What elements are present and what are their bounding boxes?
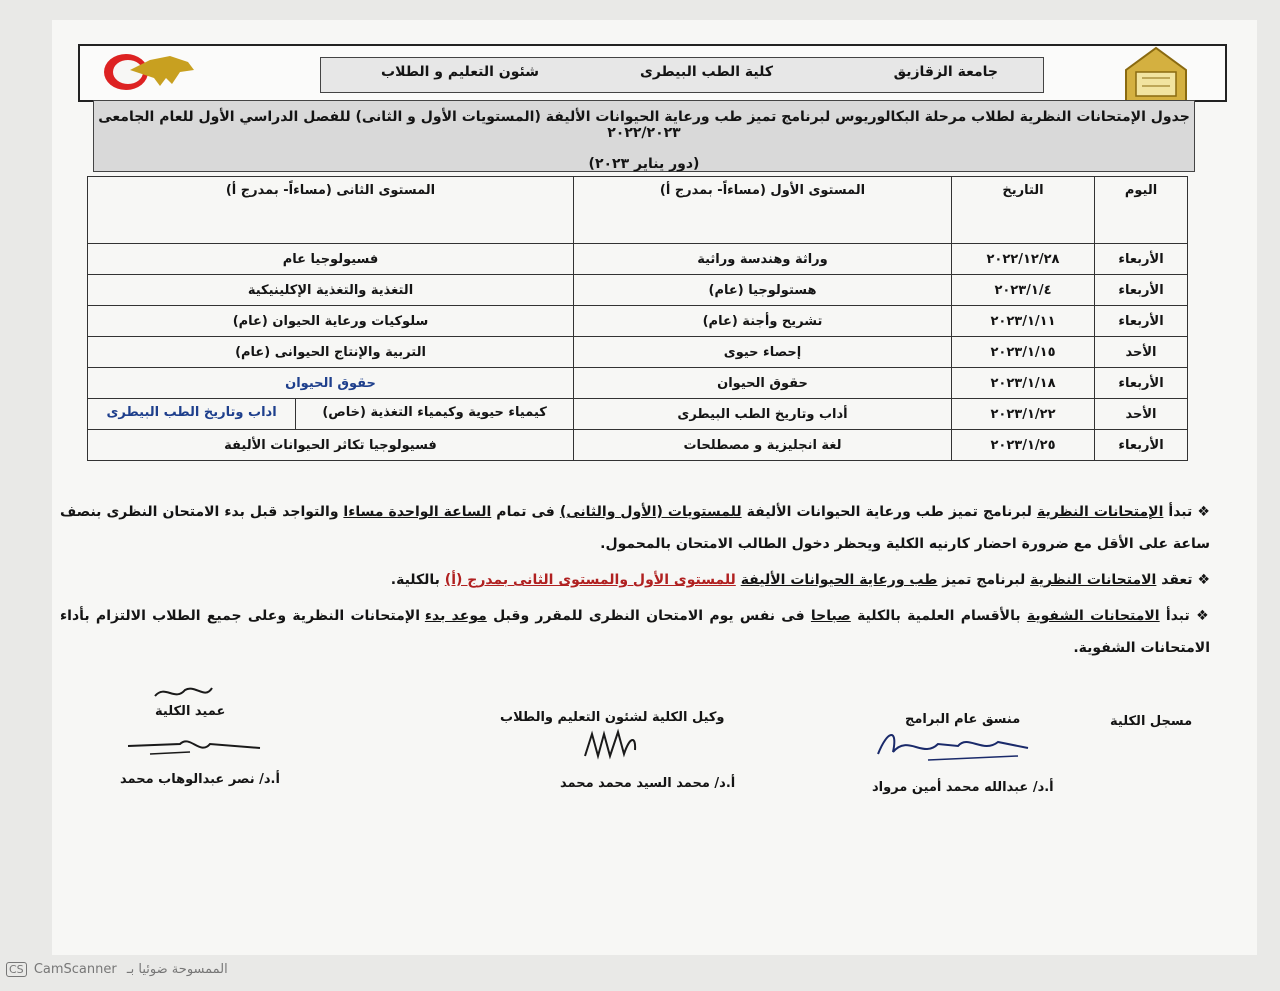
coordinator-signature — [868, 724, 1038, 770]
dean-title: عميد الكلية — [155, 704, 226, 719]
note-text: بالأقسام العلمية بالكلية — [850, 608, 1027, 624]
table-row — [88, 275, 1188, 306]
note-highlight-red: للمستوى الأول والمستوى الثانى بمدرج (أ) — [444, 572, 736, 588]
vice-dean-signature — [580, 726, 640, 766]
registrar-title: مسجل الكلية — [1110, 714, 1193, 729]
header-bar — [78, 44, 1227, 102]
note-highlight: صباحا — [810, 608, 851, 624]
note-highlight: طب ورعاية الحيوانات الأليفة — [740, 572, 938, 588]
header-level1: المستوى الأول (مساءاً- بمدرج أ) — [574, 177, 952, 244]
cell-level2: التربية والإنتاج الحيوانى (عام) — [88, 337, 574, 368]
table-row — [88, 368, 1188, 399]
cell-level1: حقوق الحيوان — [574, 368, 952, 399]
cell-day: الأربعاء — [1095, 368, 1188, 399]
note-3 — [60, 600, 1210, 664]
cell-level2: فسيولوجيا عام — [88, 244, 574, 275]
cell-level2: فسيولوجيا تكاثر الحيوانات الأليفة — [88, 430, 574, 461]
faculty-logo — [100, 48, 198, 94]
cell-level2a: كيمياء حيوية وكيمياء التغذية (خاص) — [295, 399, 573, 429]
faculty-name: كلية الطب البيطرى — [640, 64, 773, 80]
cell-level1: أداب وتاريخ الطب البيطرى — [574, 399, 952, 430]
note-bullet: ❖ — [1197, 572, 1210, 588]
note-bullet: ❖ — [1196, 608, 1211, 624]
cell-day: الأحد — [1095, 337, 1188, 368]
university-logo — [1118, 42, 1194, 108]
note-highlight: الساعة الواحدة مساءا — [343, 504, 492, 520]
university-name: جامعة الزقازيق — [893, 64, 998, 80]
document-subtitle: (دور يناير ٢٠٢٣) — [588, 156, 700, 172]
header-date: التاريخ — [952, 177, 1095, 244]
camscanner-watermark — [6, 962, 228, 977]
title-box — [93, 100, 1195, 172]
header-day: اليوم — [1095, 177, 1188, 244]
note-text: بالكلية. — [390, 572, 445, 588]
table-header-row — [88, 177, 1188, 244]
cell-level1: إحصاء حيوى — [574, 337, 952, 368]
cell-level2: حقوق الحيوان — [88, 368, 574, 399]
cell-date: ٢٠٢٣/١/١١ — [952, 306, 1095, 337]
cell-day: الأربعاء — [1095, 275, 1188, 306]
cell-day: الأربعاء — [1095, 430, 1188, 461]
split-container — [88, 399, 573, 429]
cell-date: ٢٠٢٢/١٢/٢٨ — [952, 244, 1095, 275]
camscanner-text: CamScanner — [33, 962, 117, 977]
note-highlight: للمستويات (الأول والثانى) — [559, 504, 742, 520]
note-text: فى نفس يوم الامتحان النظرى للمقرر وقبل — [486, 608, 811, 624]
note-2 — [60, 564, 1210, 596]
cell-day: الأربعاء — [1095, 244, 1188, 275]
dean-initial-mark — [150, 682, 220, 704]
coordinator-name: أ.د/ عبدالله محمد أمين مرواد — [872, 780, 1054, 795]
cell-date: ٢٠٢٣/١/٤ — [952, 275, 1095, 306]
exam-schedule-table — [87, 176, 1188, 461]
table-row — [88, 244, 1188, 275]
note-highlight: موعد بدء — [424, 608, 487, 624]
cell-date: ٢٠٢٣/١/١٨ — [952, 368, 1095, 399]
table-row — [88, 399, 1188, 430]
cell-level2b: اداب وتاريخ الطب البيطرى — [106, 405, 277, 420]
note-text: تبدأ — [1163, 504, 1193, 520]
note-text: تبدأ — [1159, 608, 1190, 624]
note-highlight: الامتحانات النظرية — [1030, 572, 1157, 588]
header-level2: المستوى الثانى (مساءاً- بمدرج أ) — [88, 177, 574, 244]
dean-signature — [120, 730, 270, 760]
table-row — [88, 306, 1188, 337]
cell-level1: لغة انجليزية و مصطلحات — [574, 430, 952, 461]
cell-date: ٢٠٢٣/١/٢٥ — [952, 430, 1095, 461]
cell-level2-split — [88, 399, 574, 430]
cell-level1: هستولوجيا (عام) — [574, 275, 952, 306]
camscanner-arabic: الممسوحة ضوئيا بـ — [126, 962, 228, 977]
table-row — [88, 430, 1188, 461]
note-text: الإمتحانات النظرية وعلى جميع الطلاب الالتزام بأداء الامتحانات الشفوية. — [60, 608, 1210, 656]
note-text: تعقد — [1156, 572, 1193, 588]
cell-day: الأربعاء — [1095, 306, 1188, 337]
cell-level2: التغذية والتغذية الإكلينيكية — [88, 275, 574, 306]
vice-dean-title: وكيل الكلية لشئون التعليم والطلاب — [500, 710, 725, 725]
coordinator-title: منسق عام البرامج — [905, 712, 1021, 727]
note-text: لبرنامج تميز طب ورعاية الحيوانات الأليفة — [741, 504, 1037, 520]
cell-level1: وراثة وهندسة وراثية — [574, 244, 952, 275]
department-name: شئون التعليم و الطلاب — [381, 64, 540, 80]
cell-level2: سلوكيات ورعاية الحيوان (عام) — [88, 306, 574, 337]
note-text: والتواجد قبل بدء الامتحان النظرى بنصف ساعة على الأقل مع ضرورة احضار كارنيه الكلية ويحظر دخول الطالب الامتحان بالمحمول. — [60, 504, 1210, 552]
notes-section — [60, 496, 1210, 668]
note-text: لبرنامج تميز — [937, 572, 1031, 588]
cell-day: الأحد — [1095, 399, 1188, 430]
header-inner — [320, 57, 1044, 93]
document-title: جدول الإمتحانات النظرية لطلاب مرحلة البكالوريوس لبرنامج تميز طب ورعاية الحيوانات الأليفة (المستويات الأول و الثانى) للفصل الدراسي الأول للعام الجامعى ٢٠٢٢/٢٠٢٣ — [98, 109, 1190, 141]
cell-date: ٢٠٢٣/١/٢٢ — [952, 399, 1095, 430]
dean-name: أ.د/ نصر عبدالوهاب محمد — [120, 772, 280, 787]
table-row — [88, 337, 1188, 368]
note-1 — [60, 496, 1210, 560]
note-highlight: الإمتحانات النظرية — [1036, 504, 1164, 520]
cell-date: ٢٠٢٣/١/١٥ — [952, 337, 1095, 368]
note-bullet: ❖ — [1197, 504, 1211, 520]
cell-level1: تشريح وأجنة (عام) — [574, 306, 952, 337]
note-text: فى تمام — [491, 504, 560, 520]
vice-dean-name: أ.د/ محمد السيد محمد محمد — [560, 776, 736, 791]
note-highlight: الامتحانات الشفوية — [1026, 608, 1160, 624]
camscanner-badge: CS — [6, 962, 27, 977]
